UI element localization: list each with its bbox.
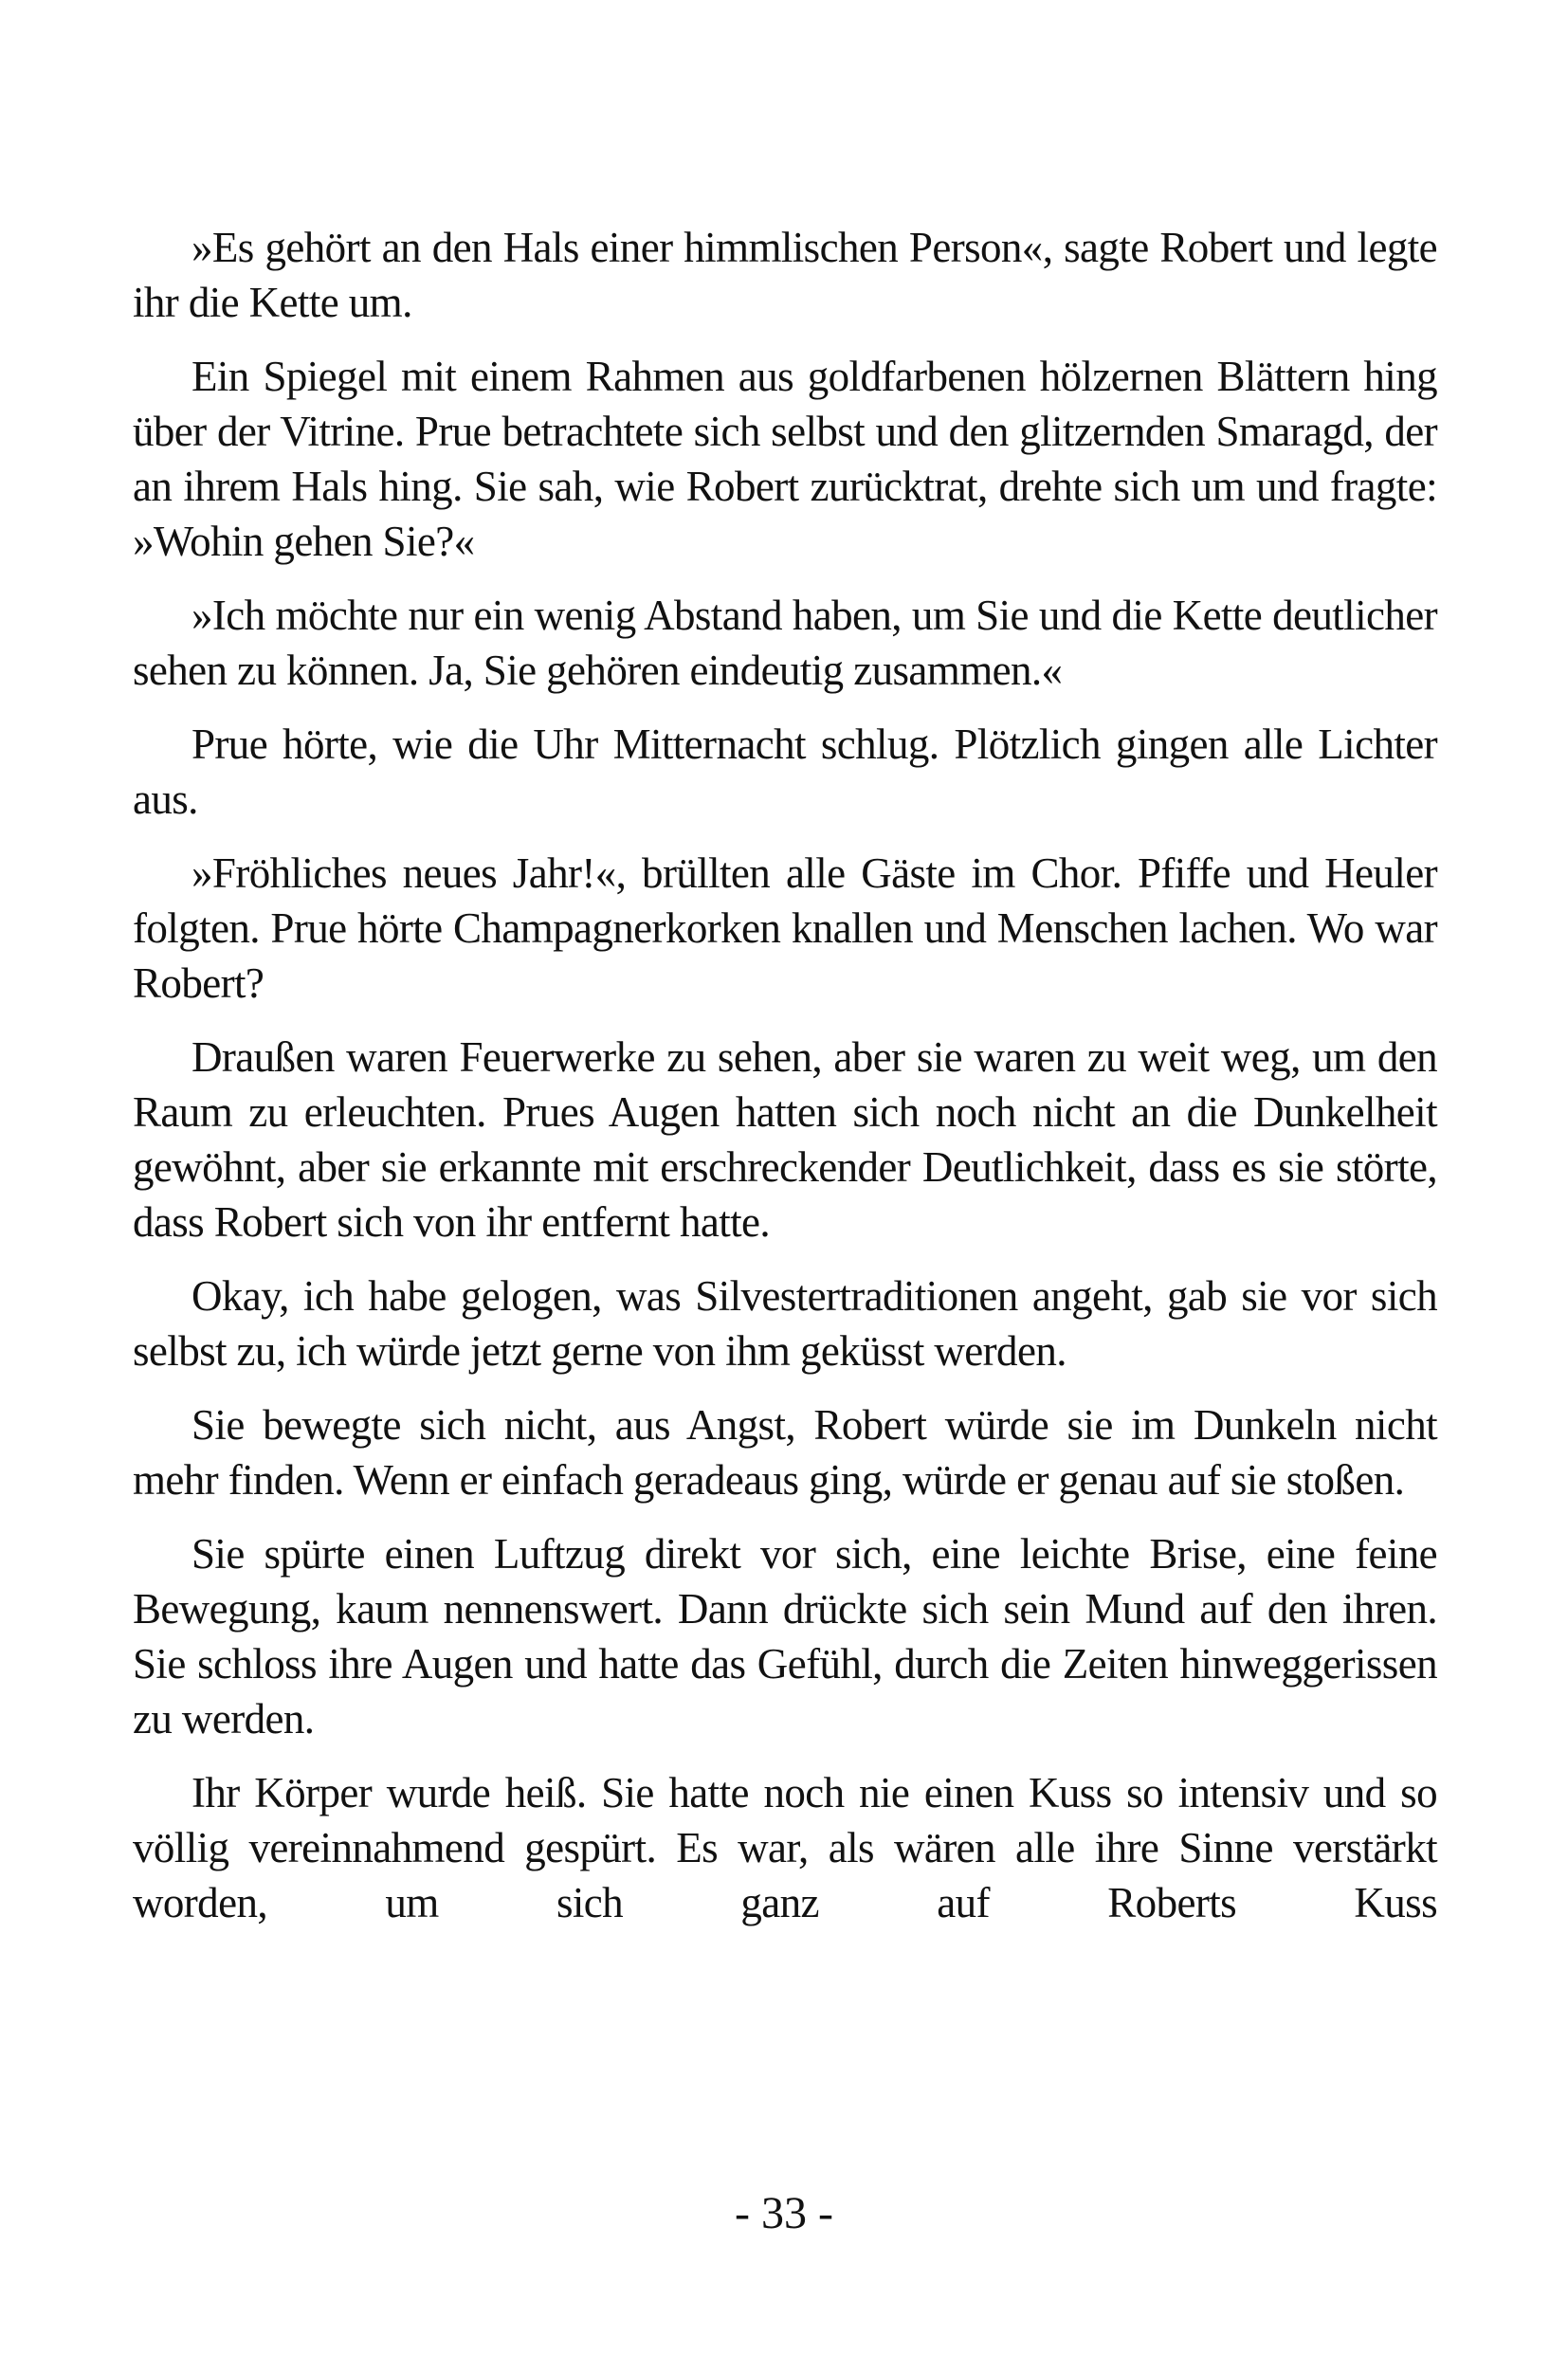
paragraph: Ein Spiegel mit einem Rahmen aus goldfarbenen hölzernen Blättern hing über der Vitrine. Prue betrachtete sich selbst und den glitzernden Smaragd, der an ihrem Hals hing. Sie sah, wie Robert zurücktrat, drehte sich um und fragte: »Wohin gehen Sie?« <box>133 353 1437 565</box>
paragraph: »Ich möchte nur ein wenig Abstand haben, um Sie und die Kette deutlicher sehen zu können. Ja, Sie gehören eindeutig zusammen.« <box>133 592 1437 694</box>
body-text <box>133 220 1437 1949</box>
page-number: - 33 - <box>735 2188 833 2238</box>
paragraph: Draußen waren Feuerwerke zu sehen, aber sie waren zu weit weg, um den Raum zu erleuchten. Prues Augen hatten sich noch nicht an die Dunkelheit gewöhnt, aber sie erkannte mit erschreckender Deutlichkeit, dass es sie störte, dass Robert sich von ihr entfernt hatte. <box>133 1033 1437 1246</box>
paragraph: »Fröhliches neues Jahr!«, brüllten alle Gäste im Chor. Pfiffe und Heuler folgten. Prue hörte Champagnerkorken knallen und Menschen lachen. Wo war Robert? <box>133 849 1437 1007</box>
paragraph: Sie bewegte sich nicht, aus Angst, Robert würde sie im Dunkeln nicht mehr finden. Wenn er einfach geradeaus ging, würde er genau auf sie stoßen. <box>133 1401 1437 1504</box>
paragraph: Okay, ich habe gelogen, was Silvestertraditionen angeht, gab sie vor sich selbst zu, ich würde jetzt gerne von ihm geküsst werden. <box>133 1272 1437 1375</box>
paragraph: Prue hörte, wie die Uhr Mitternacht schlug. Plötzlich gingen alle Lichter aus. <box>133 721 1437 823</box>
paragraph: »Es gehört an den Hals einer himmlischen Person«, sagte Robert und legte ihr die Kette um. <box>133 224 1437 326</box>
paragraph: Sie spürte einen Luftzug direkt vor sich, eine leichte Brise, eine feine Bewegung, kaum nennenswert. Dann drückte sich sein Mund auf den ihren. Sie schloss ihre Augen und hatte das Gefühl, durch die Zeiten hinweggerissen zu werden. <box>133 1530 1437 1743</box>
paragraph-continued: Ihr Körper wurde heiß. Sie hatte noch nie einen Kuss so intensiv und so völlig vereinnahmend gespürt. Es war, als wären alle ihre Sinne verstärkt worden, um sich ganz auf Roberts Kuss <box>133 1769 1437 1926</box>
